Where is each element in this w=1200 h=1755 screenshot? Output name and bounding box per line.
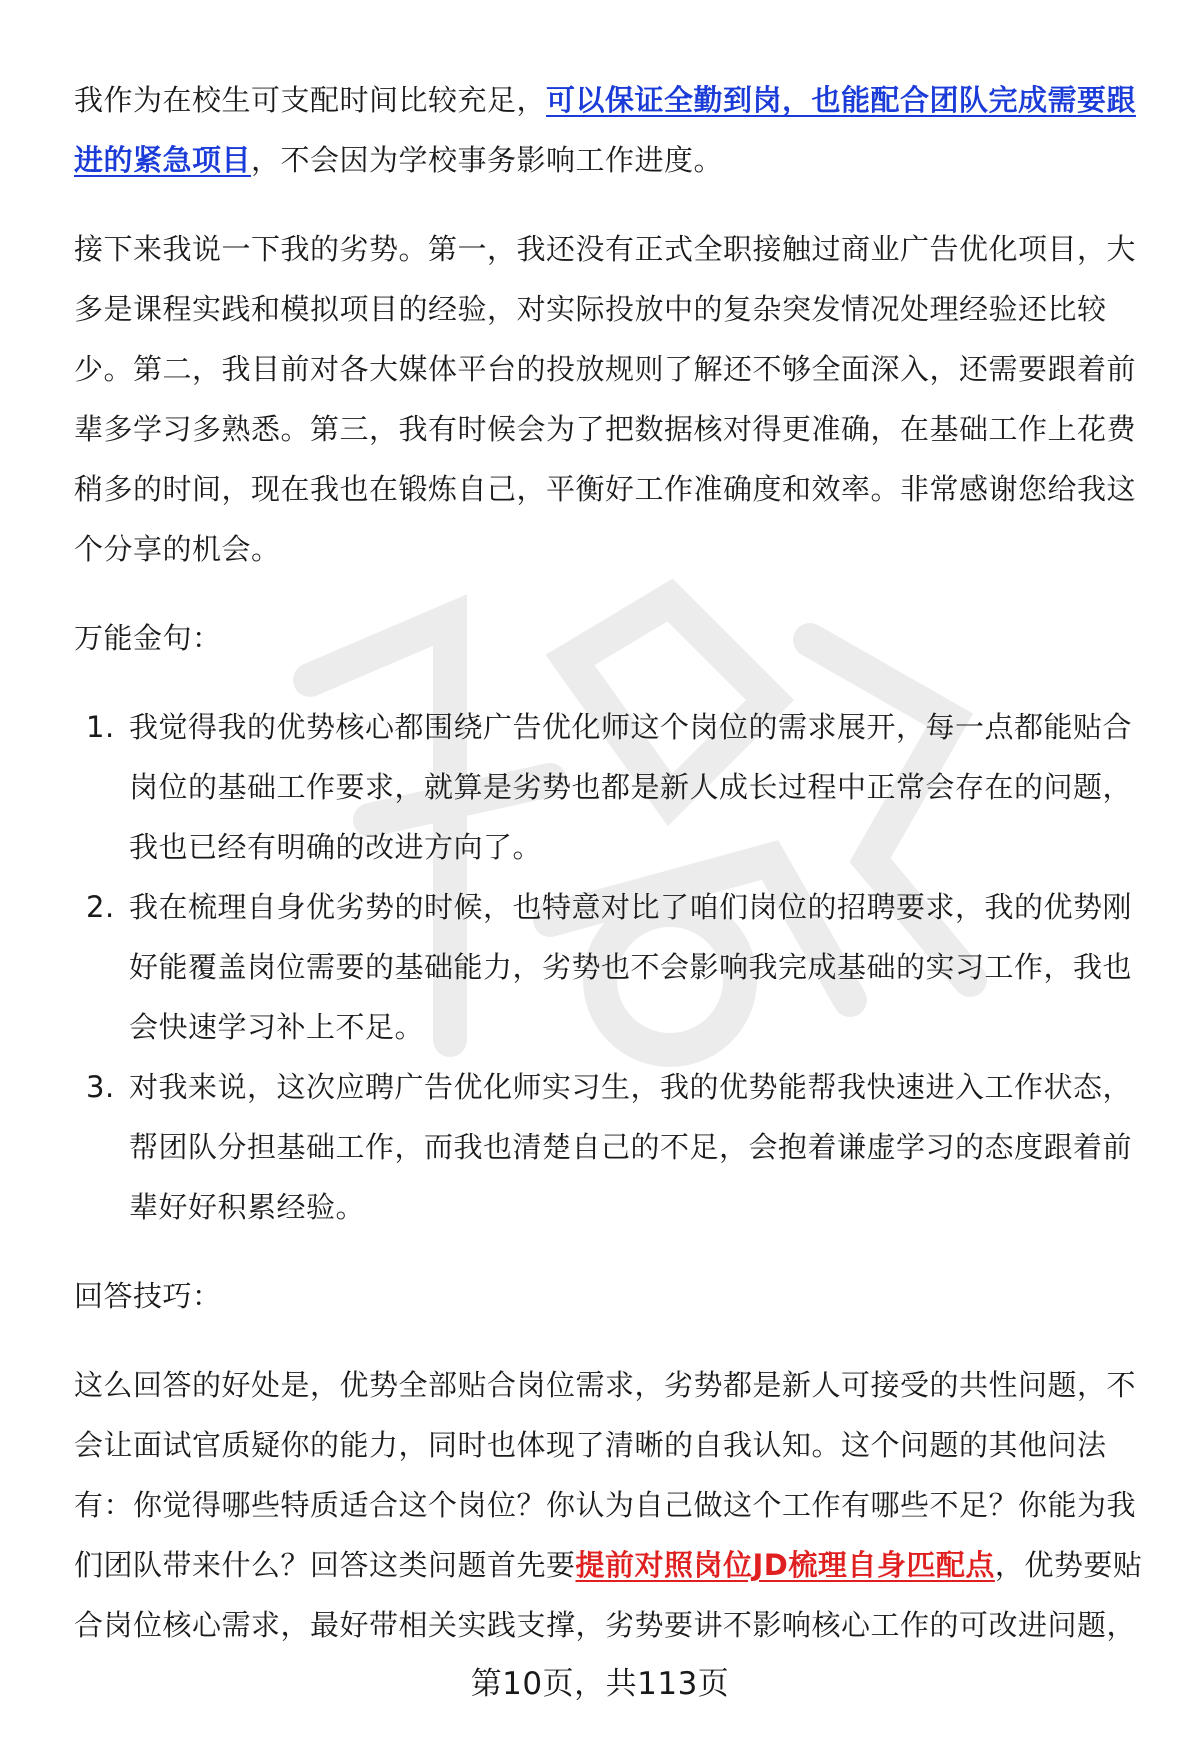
highlight-link-availability[interactable]: 可以保证全勤到岗，也能配合团队完成需要跟进的紧急项目: [74, 83, 1137, 177]
paragraph-text: ，不会因为学校事务影响工作进度。: [251, 143, 724, 177]
paragraph-text: 我作为在校生可支配时间比较充足，: [74, 83, 547, 117]
list-item-text: 对我来说，这次应聘广告优化师实习生，我的优势能帮我快速进入工作状态，帮团队分担基础工作，而我也清楚自己的不足，会抱着谦虚学习的态度跟着前辈好好积累经验。: [129, 1070, 1133, 1224]
paragraph-weaknesses: 接下来我说一下我的劣势。第一，我还没有正式全职接触过商业广告优化项目，大多是课程实践和模拟项目的经验，对实际投放中的复杂突发情况处理经验还比较少。第二，我目前对各大媒体平台的投放规则了解还不够全面深入，还需要跟着前辈多学习多熟悉。第三，我有时候会为了把数据核对得更准确，在基础工作上花费稍多的时间，现在我也在锻炼自己，平衡好工作准确度和效率。非常感谢您给我这个分享的机会。: [74, 232, 1137, 566]
list-item-text: 我在梳理自身优劣势的时候，也特意对比了咱们岗位的招聘要求，我的优势刚好能覆盖岗位需要的基础能力，劣势也不会影响我完成基础的实习工作，我也会快速学习补上不足。: [129, 890, 1133, 1044]
highlight-link-jd[interactable]: 提前对照岗位JD梳理自身匹配点: [575, 1548, 995, 1582]
document-body: [74, 70, 1154, 1684]
list-number: 3.: [86, 1070, 115, 1104]
paragraph-availability: [74, 70, 1154, 190]
list-item-text: 我觉得我的优势核心都围绕广告优化师这个岗位的需求展开，每一点都能贴合岗位的基础工作要求，就算是劣势也都是新人成长过程中正常会存在的问题，我也已经有明确的改进方向了。: [129, 710, 1133, 864]
heading-universal-phrases: 万能金句：: [74, 621, 222, 655]
phrases-list: [74, 697, 1154, 1237]
heading-answer-tips: 回答技巧：: [74, 1279, 222, 1313]
list-number: 1.: [86, 710, 115, 744]
paragraph-tips: [74, 1355, 1154, 1655]
list-number: 2.: [86, 890, 115, 924]
list-item: [74, 1057, 1154, 1237]
list-item: [74, 877, 1154, 1057]
list-item: [74, 697, 1154, 877]
page-footer: 第10页，共113页: [470, 1666, 730, 1702]
paragraph-text: 这么回答的好处是，优势全部贴合岗位需求，劣势都是新人可接受的共性问题，不会让面试官质疑你的能力，同时也体现了清晰的自我认知。这个问题的其他问法有：你觉得哪些特质适合这个岗位？你认为自己做这个工作有哪些不足？你能为我们团队带来什么？回答这类问题首先要: [74, 1368, 1137, 1582]
paragraph-text: ，优势要贴合岗位核心需求，最好带相关实践支撑，劣势要讲不影响核心工作的可改进问题，: [74, 1548, 1143, 1642]
